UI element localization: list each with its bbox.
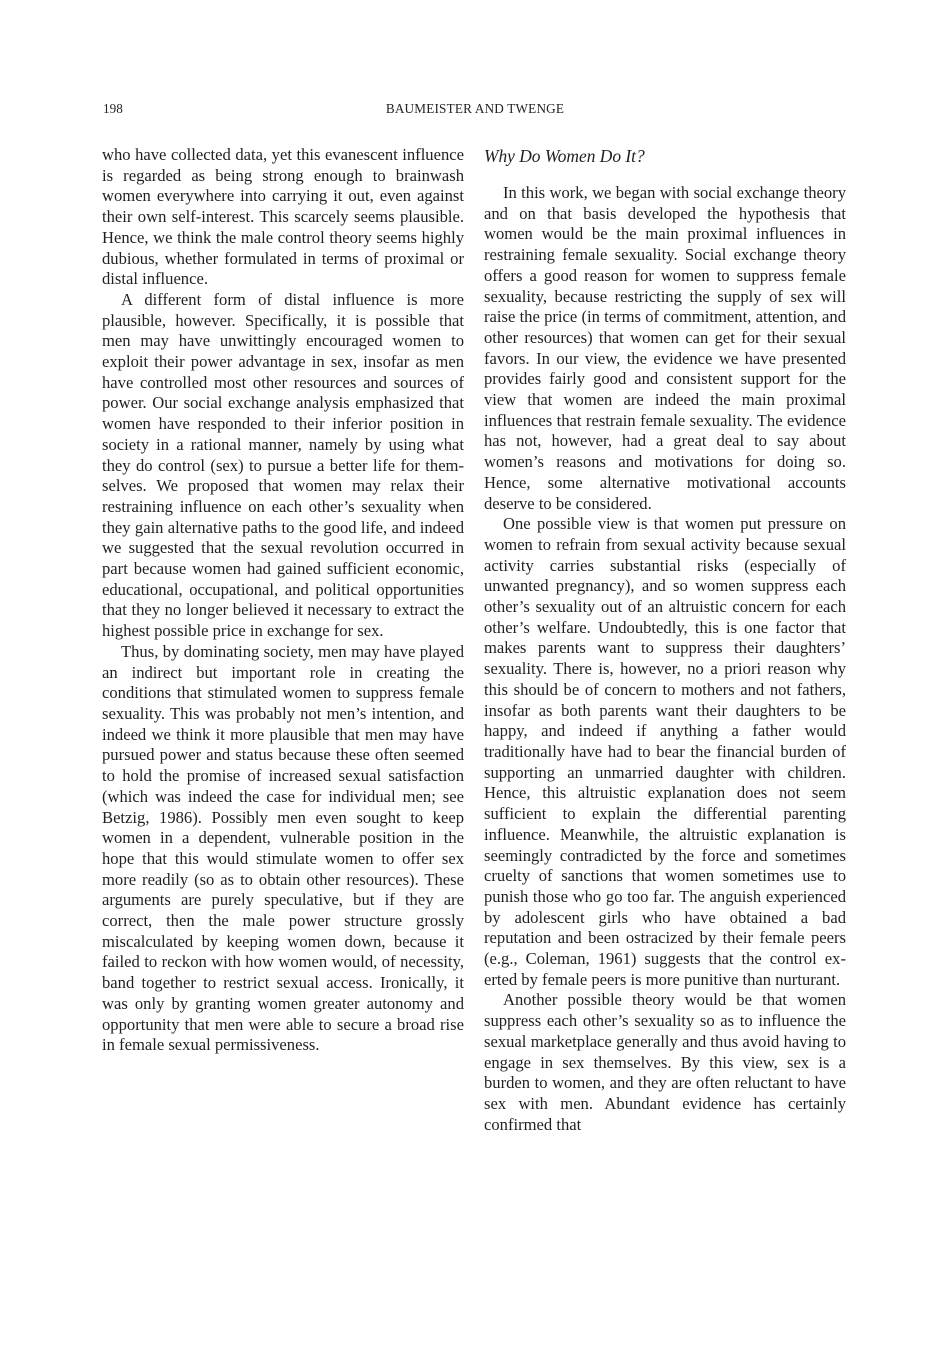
right-column xyxy=(484,145,846,1135)
page-number: 198 xyxy=(103,101,123,116)
paragraph: who have collected data, yet this evanescent influence is regarded as being strong enough to brainwash women everywhere into carrying it out, even against their own self-interest. This scarcely seems plausible. Hence, we think the male control theory seems highly dubious, whether formulated in terms of proximal or distal influence. xyxy=(102,145,464,289)
paragraph: Another possible theory would be that women suppress each other’s sexuality so as to influence the sexual marketplace generally and thus avoid having to engage in sex themselves. By this view, sex is a burden to women, and they are often reluctant to have sex with men. Abundant evidence has certainly confirmed that xyxy=(484,990,846,1134)
running-title: BAUMEISTER AND TWENGE xyxy=(385,101,565,116)
paragraph: In this work, we began with social exchange theory and on that basis developed the hypothesis that women would be the main proximal influences in restraining female sexuality. Social exchange theory offers a good reason for women to suppress female sexuality, because restricting the supply of sex will raise the price (in terms of commitment, attention, and other resources) that women can get for their sexual favors. In our view, the evidence we have presented provides fairly good and consistent support for the view that women are indeed the main proximal influences that restrain female sexuality. The evidence has not, however, had a great deal to say about women’s reasons and motivations for doing so. Hence, some alternative motivational accounts deserve to be considered. xyxy=(484,183,846,513)
paragraph: Thus, by dominating society, men may have played an indirect but important role in creating the conditions that stimulated women to suppress female sexuality. This was probably not men’s intention, and indeed we think it more plausible that men may have pursued power and status because these often seemed to hold the promise of increased sexual satisfaction (which was indeed the case for individual men; see Betzig, 1986). Possibly men even sought to keep women in a dependent, vulnerable position in the hope that this would stimulate women to offer sex more readily (so as to obtain other resources). These arguments are purely speculative, but if they are correct, then the male power structure grossly miscalculated by keeping women down, because it failed to reckon with how women would, of necessity, band together to restrict sexual access. Ironically, it was only by granting women greater autonomy and opportunity that men were able to secure a broad rise in female sexual permissiveness. xyxy=(102,641,464,1055)
running-head xyxy=(103,99,847,119)
paragraph: A different form of distal influence is more plausible, however. Specifically, it is possible that men may have unwittingly encouraged women to exploit their power advantage in sex, insofar as men have controlled most other resources and sources of power. Our social exchange analysis emphasized that women have responded to their inferior position in society in a rational manner, namely by using what they do control (sex) to pursue a better life for themselves. We proposed that women may relax their restraining influence on each other’s sexuality when they gain alternative paths to the good life, and indeed we suggested that the sexual revolution occurred in part because women had gained sufficient economic, educational, occupational, and political opportunities that they no longer believed it necessary to extract the highest possible price in exchange for sex. xyxy=(102,289,464,641)
section-heading: Why Do Women Do It? xyxy=(484,146,645,166)
left-column xyxy=(102,145,464,1056)
paragraph: One possible view is that women put pressure on women to refrain from sexual activity because sexual activity carries substantial risks (especially of unwanted pregnancy), and so women suppress each other’s sexuality out of an altruistic concern for each other’s welfare. Undoubtedly, this is one factor that makes parents want to suppress their daughters’ sexuality. There is, however, no a priori reason why this should be of concern to mothers and not fathers, insofar as both parents want their daughters to be happy, and indeed if anything a father would traditionally have had to bear the financial burden of supporting an unmarried daughter with children. Hence, this altruistic explanation does not seem sufficient to explain the differential parenting influence. Meanwhile, the altruistic explanation is seemingly contradicted by the force and sometimes cruelty of sanctions that women sometimes use to punish those who go too far. The anguish experienced by adolescent girls who have obtained a bad reputation and been ostracized by their female peers (e.g., Coleman, 1961) suggests that the control exerted by female peers is more punitive than nurturant. xyxy=(484,514,846,989)
